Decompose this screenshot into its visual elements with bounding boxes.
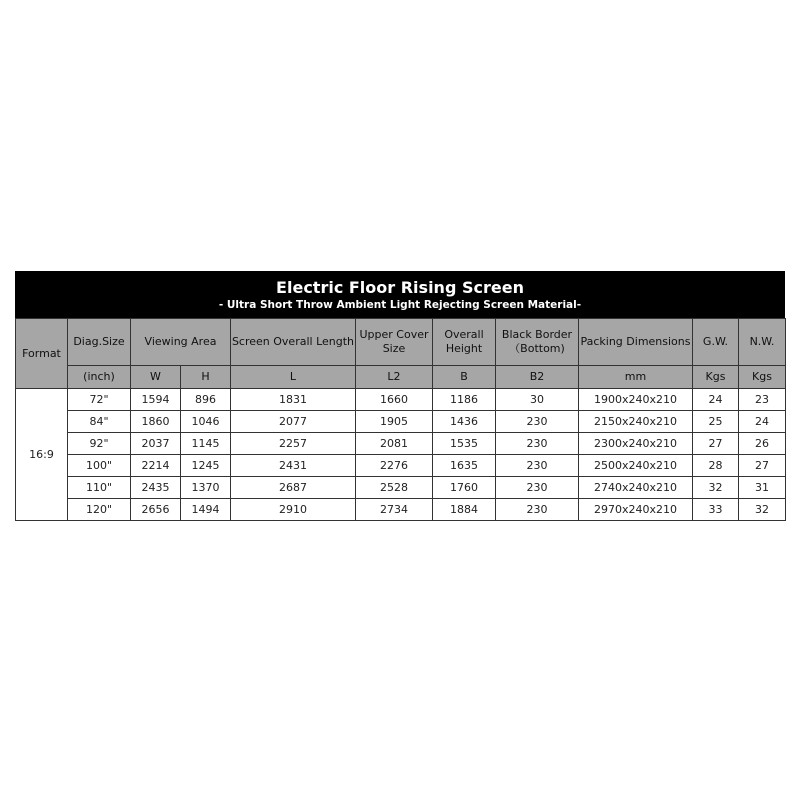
cell-gw: 28: [693, 455, 739, 477]
table-row: [16, 411, 786, 433]
cell-l: 2431: [231, 455, 356, 477]
cell-w: 1594: [131, 389, 181, 411]
cell-h: 1245: [181, 455, 231, 477]
table-row: [16, 477, 786, 499]
cell-pack: 2740x240x210: [579, 477, 693, 499]
cell-b2: 30: [496, 389, 579, 411]
cell-l: 2257: [231, 433, 356, 455]
cell-w: 2214: [131, 455, 181, 477]
cell-diag: 100": [68, 455, 131, 477]
cell-w: 2656: [131, 499, 181, 521]
cell-l: 2077: [231, 411, 356, 433]
w-unit: W: [131, 366, 181, 389]
table-row: [16, 455, 786, 477]
cell-nw: 26: [739, 433, 786, 455]
cell-nw: 32: [739, 499, 786, 521]
cell-l2: 2734: [356, 499, 433, 521]
format-header: Format: [16, 319, 68, 389]
cell-b: 1186: [433, 389, 496, 411]
nw-header: N.W.: [739, 319, 786, 366]
cell-nw: 23: [739, 389, 786, 411]
format-cell: 16:9: [16, 389, 68, 521]
cell-b: 1760: [433, 477, 496, 499]
l2-unit: L2: [356, 366, 433, 389]
cell-pack: 2500x240x210: [579, 455, 693, 477]
l-unit: L: [231, 366, 356, 389]
cell-b2: 230: [496, 411, 579, 433]
table-row: [16, 499, 786, 521]
cell-gw: 33: [693, 499, 739, 521]
cell-diag: 92": [68, 433, 131, 455]
cell-l2: 2276: [356, 455, 433, 477]
header-row: [16, 319, 786, 366]
cell-l: 1831: [231, 389, 356, 411]
title-bar: [15, 271, 785, 318]
cell-h: 1046: [181, 411, 231, 433]
cell-b2: 230: [496, 477, 579, 499]
spec-sheet: [15, 271, 785, 521]
spec-table: [15, 318, 786, 521]
cell-b: 1884: [433, 499, 496, 521]
packing-unit: mm: [579, 366, 693, 389]
table-title: Electric Floor Rising Screen: [276, 278, 524, 297]
cell-b2: 230: [496, 433, 579, 455]
cell-l: 2910: [231, 499, 356, 521]
cell-b: 1436: [433, 411, 496, 433]
cell-b: 1535: [433, 433, 496, 455]
cell-h: 896: [181, 389, 231, 411]
overall-length-header: Screen Overall Length: [231, 319, 356, 366]
cell-l2: 1905: [356, 411, 433, 433]
viewing-area-header: Viewing Area: [131, 319, 231, 366]
nw-unit: Kgs: [739, 366, 786, 389]
table-row: [16, 433, 786, 455]
b-unit: B: [433, 366, 496, 389]
cell-l2: 2081: [356, 433, 433, 455]
diag-unit: (inch): [68, 366, 131, 389]
black-border-header: Black Border （Bottom): [496, 319, 579, 366]
cell-l2: 2528: [356, 477, 433, 499]
h-unit: H: [181, 366, 231, 389]
table-subtitle: - Ultra Short Throw Ambient Light Rejecting Screen Material-: [218, 299, 582, 311]
cell-diag: 110": [68, 477, 131, 499]
cell-diag: 84": [68, 411, 131, 433]
cell-gw: 25: [693, 411, 739, 433]
cell-pack: 2300x240x210: [579, 433, 693, 455]
cell-h: 1494: [181, 499, 231, 521]
cell-l2: 1660: [356, 389, 433, 411]
gw-unit: Kgs: [693, 366, 739, 389]
unit-row: [16, 366, 786, 389]
cell-b2: 230: [496, 455, 579, 477]
upper-cover-header: Upper Cover Size: [356, 319, 433, 366]
cell-b: 1635: [433, 455, 496, 477]
b2-unit: B2: [496, 366, 579, 389]
cell-nw: 27: [739, 455, 786, 477]
cell-h: 1370: [181, 477, 231, 499]
diag-header: Diag.Size: [68, 319, 131, 366]
cell-w: 2435: [131, 477, 181, 499]
cell-diag: 120": [68, 499, 131, 521]
overall-height-header: Overall Height: [433, 319, 496, 366]
cell-gw: 32: [693, 477, 739, 499]
cell-l: 2687: [231, 477, 356, 499]
gw-header: G.W.: [693, 319, 739, 366]
packing-header: Packing Dimensions: [579, 319, 693, 366]
cell-pack: 1900x240x210: [579, 389, 693, 411]
cell-b2: 230: [496, 499, 579, 521]
cell-h: 1145: [181, 433, 231, 455]
cell-pack: 2970x240x210: [579, 499, 693, 521]
table-row: [16, 389, 786, 411]
cell-nw: 24: [739, 411, 786, 433]
cell-nw: 31: [739, 477, 786, 499]
cell-w: 1860: [131, 411, 181, 433]
cell-gw: 27: [693, 433, 739, 455]
cell-w: 2037: [131, 433, 181, 455]
cell-gw: 24: [693, 389, 739, 411]
cell-diag: 72": [68, 389, 131, 411]
cell-pack: 2150x240x210: [579, 411, 693, 433]
